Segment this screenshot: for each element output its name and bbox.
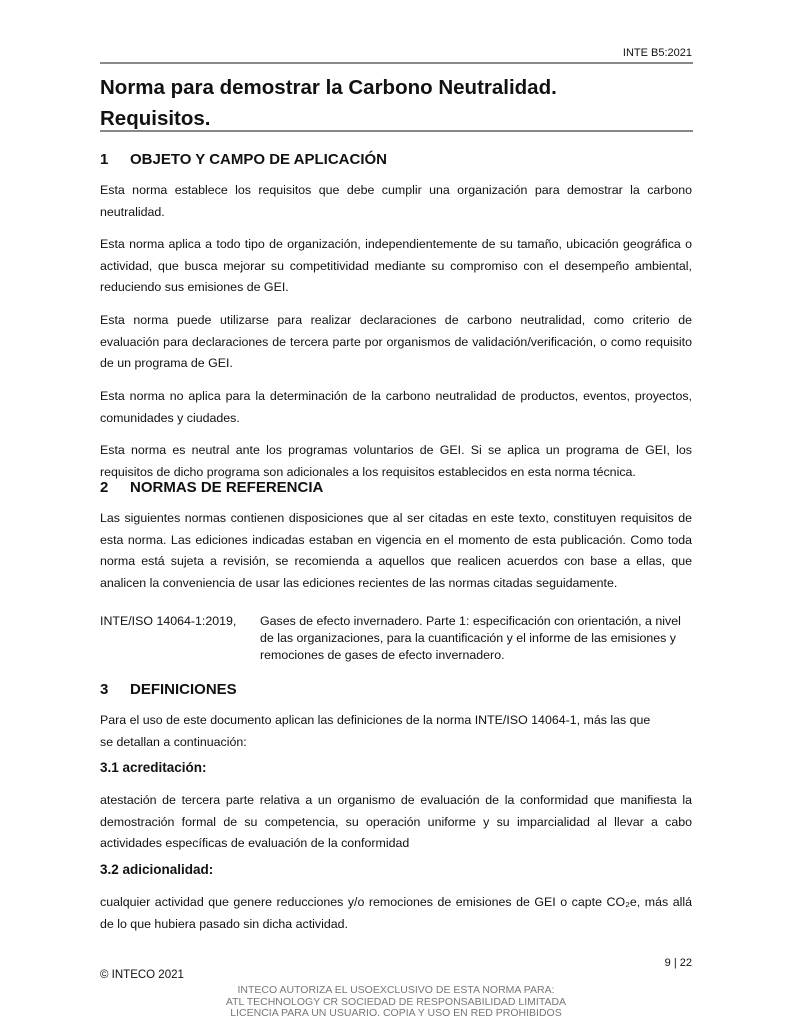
definition-term: 3.1 acreditación: bbox=[100, 760, 207, 775]
reference-entry bbox=[100, 613, 692, 664]
paragraph: Esta norma aplica a todo tipo de organización, independientemente de su tamaño, ubicación geográfica o actividad, que busca mejorar su competitividad mediante su compromiso con el desempeño ambiental, reduciendo sus emisiones de GEI. bbox=[100, 237, 692, 294]
reference-text: Gases de efecto invernadero. Parte 1: especificación con orientación, a nivel de las organizaciones, para la cuantificación y el informe de las emisiones y remociones de gases de efecto invernadero. bbox=[260, 614, 681, 662]
reference-code: INTE/ISO 14064-1:2019, bbox=[100, 614, 237, 628]
paragraph: Esta norma establece los requisitos que debe cumplir una organización para demostrar la carbono neutralidad. bbox=[100, 183, 692, 219]
title-line-1: Norma para demostrar la Carbono Neutralidad. bbox=[100, 76, 557, 99]
title-rule bbox=[100, 130, 693, 132]
document-code: INTE B5:2021 bbox=[622, 47, 692, 59]
paragraph: Esta norma puede utilizarse para realizar declaraciones de carbono neutralidad, como criterio de evaluación para declaraciones de tercera parte por organismos de validación/verificación, o como requisito de un programa de GEI. bbox=[100, 313, 692, 370]
paragraph: Esta norma no aplica para la determinación de la carbono neutralidad de productos, eventos, proyectos, comunidades y ciudades. bbox=[100, 389, 692, 425]
definition-text: atestación de tercera parte relativa a un organismo de evaluación de la conformidad que manifiesta la demostración formal de su competencia, su operación uniforme y su imparcialidad al llevar a cabo actividades específicas de evaluación de la conformidad bbox=[100, 793, 692, 850]
title-line-2: Requisitos. bbox=[100, 107, 211, 130]
section-number: 1 bbox=[100, 151, 109, 168]
section-title: DEFINICIONES bbox=[130, 681, 237, 698]
section-1-heading bbox=[100, 151, 692, 168]
section-title: NORMAS DE REFERENCIA bbox=[130, 479, 324, 496]
section-2-heading bbox=[100, 479, 692, 496]
copyright: © INTECO 2021 bbox=[100, 969, 184, 981]
section-title: OBJETO Y CAMPO DE APLICACIÓN bbox=[130, 151, 387, 168]
definition-text: cualquier actividad que genere reducciones y/o remociones de emisiones de GEI o capte CO₂e, más allá de lo que hubiera pasado sin dicha actividad. bbox=[100, 895, 692, 931]
paragraph: Las siguientes normas contienen disposiciones que al ser citadas en este texto, constituyen requisitos de esta norma. Las ediciones indicadas estaban en vigencia en el momento de esta publicación. Como toda norma está sujeta a revisión, se recomienda a aquellos que realicen acuerdos con base a ellas, que analicen la conveniencia de usar las ediciones recientes de las normas citadas seguidamente. bbox=[100, 511, 692, 590]
page-number: 9 | 22 bbox=[664, 957, 692, 969]
section-3-heading bbox=[100, 681, 692, 698]
definition-term: 3.2 adicionalidad: bbox=[100, 862, 214, 877]
license-line: ATL TECHNOLOGY CR SOCIEDAD DE RESPONSABILIDAD LIMITADA bbox=[225, 995, 567, 1008]
license-notice bbox=[0, 985, 792, 1020]
license-line: LICENCIA PARA UN USUARIO. COPIA Y USO EN RED PROHIBIDOS bbox=[230, 1007, 562, 1019]
license-line: INTECO AUTORIZA EL USOEXCLUSIVO DE ESTA NORMA PARA: bbox=[237, 984, 555, 996]
paragraph: Esta norma es neutral ante los programas voluntarios de GEI. Si se aplica un programa de GEI, los requisitos de dicho programa son adicionales a los requisitos establecidos en esta norma técnica. bbox=[100, 443, 692, 479]
paragraph: Para el uso de este documento aplican las definiciones de la norma INTE/ISO 14064-1, más las que se detallan a continuación: bbox=[100, 713, 651, 749]
section-number: 2 bbox=[100, 479, 109, 496]
header-rule bbox=[100, 62, 693, 64]
section-number: 3 bbox=[100, 681, 109, 698]
